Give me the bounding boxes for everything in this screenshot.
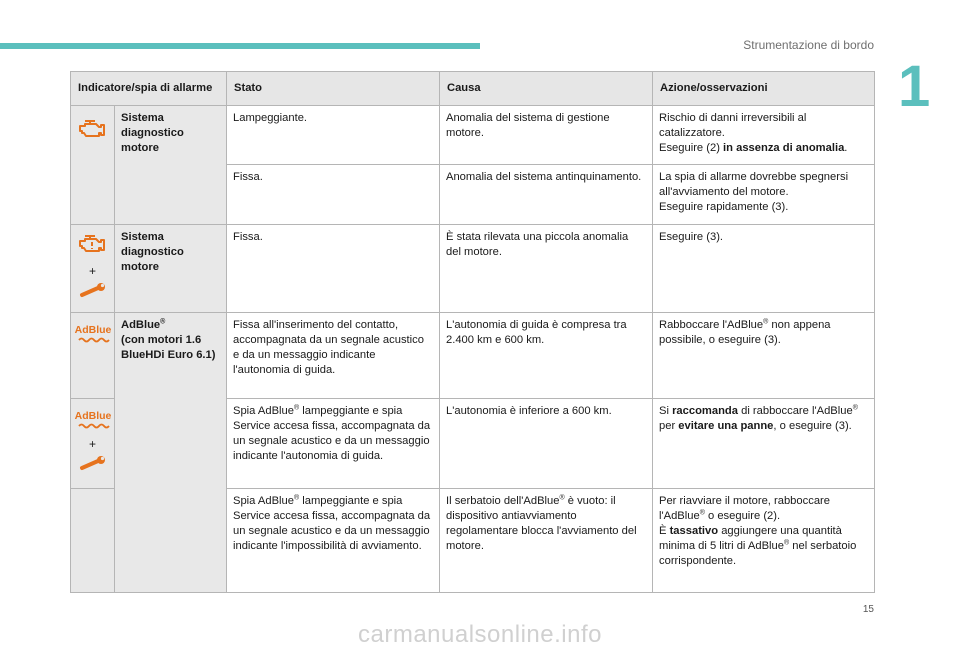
action-text-bold: evitare una panne — [678, 420, 774, 432]
state-cell — [227, 399, 440, 489]
warning-lights-table — [70, 71, 875, 593]
cause-cell: L'autonomia di guida è compresa tra 2.400 km e 600 km. — [440, 313, 653, 399]
adblue-icon — [74, 407, 112, 433]
action-text: La spia di allarme dovrebbe spegnersi all'avviamento del motore. — [659, 171, 849, 198]
column-header-cause: Causa — [440, 72, 653, 106]
system-label — [115, 313, 227, 593]
table-row — [71, 313, 875, 399]
cause-cell: L'autonomia è inferiore a 600 km. — [440, 399, 653, 489]
action-text-part: Si — [659, 405, 673, 417]
action-text-part: di rabboccare l'AdBlue — [737, 405, 853, 417]
plus-sign: + — [88, 437, 96, 451]
action-text-part: . — [844, 142, 848, 154]
adblue-icon-cell — [71, 313, 115, 399]
action-text: Rischio di danni irreversibili al catalizzatore. — [659, 112, 807, 139]
chapter-number: 1 — [898, 54, 931, 119]
table-row — [71, 106, 875, 165]
action-cell — [653, 313, 875, 399]
adblue-icon — [74, 321, 112, 347]
cause-cell — [440, 489, 653, 593]
registered-mark: ® — [293, 404, 300, 412]
action-text — [659, 524, 868, 569]
action-text-part: Per riavviare il motore, rabboccare l'AdBlue — [659, 495, 830, 522]
table-row — [71, 225, 875, 313]
registered-mark: ® — [852, 404, 858, 412]
watermark: carmanualsonline.info — [358, 621, 602, 648]
wrench-icon — [78, 283, 108, 299]
state-cell: Fissa. — [227, 165, 440, 225]
action-text-part: Rabboccare l'AdBlue — [659, 319, 764, 331]
action-text-bold: in assenza di anomalia — [723, 142, 845, 154]
action-text-part: per — [659, 420, 679, 432]
state-cell: Fissa. — [227, 225, 440, 313]
state-cell: Lampeggiante. — [227, 106, 440, 165]
system-label-part: AdBlue — [121, 319, 161, 331]
state-text-part: Spia AdBlue — [233, 495, 294, 507]
cause-text-part: Il serbatoio dell'AdBlue — [446, 495, 560, 507]
engine-icon-cell — [71, 106, 115, 225]
adblue-icon-text: AdBlue — [74, 410, 111, 422]
registered-mark: ® — [783, 539, 790, 547]
action-text-part: , o eseguire (3). — [773, 420, 852, 432]
empty-icon-cell — [71, 489, 115, 593]
cause-text-part: è vuoto: il dispositivo antiavviamento regolamentare blocca l'avviamento del motore. — [446, 495, 637, 552]
action-text-bold: tassativo — [669, 525, 719, 537]
action-text — [659, 494, 868, 524]
action-text-part: o eseguire (2). — [704, 510, 781, 522]
page-number: 15 — [862, 604, 874, 615]
registered-mark: ® — [559, 494, 565, 502]
table-header-row — [71, 72, 875, 106]
action-cell — [653, 399, 875, 489]
action-text-part: aggiungere una quantità minima di 5 litri di AdBlue — [659, 525, 842, 552]
wrench-icon — [78, 456, 108, 472]
action-text-bold: raccomanda — [672, 405, 738, 417]
registered-mark: ® — [699, 509, 705, 517]
state-text-part: lampeggiante e spia Service accesa fissa, accompagnata da un segnale acustico e da un messaggio indicante l'autonomia di guida. — [233, 405, 431, 462]
action-text-part: non appena possibile, o eseguire (3). — [659, 319, 831, 346]
state-cell: Fissa all'inserimento del contatto, accompagnata da un segnale acustico e da un messaggio indicante l'autonomia di guida. — [227, 313, 440, 399]
registered-mark: ® — [293, 494, 300, 502]
system-label: Sistema diagnostico motore — [115, 106, 227, 225]
action-cell: Eseguire (3). — [653, 225, 875, 313]
action-text — [659, 141, 868, 156]
state-text-part: lampeggiante e spia Service accesa fissa, accompagnata da un segnale acustico e da un messaggio indicante l'impossibilità di avviamento. — [233, 495, 431, 552]
engine-warning-icon — [78, 233, 108, 255]
state-cell — [227, 489, 440, 593]
state-text-part: Spia AdBlue — [233, 405, 294, 417]
chapter-title: Strumentazione di bordo — [743, 38, 874, 52]
cause-cell: È stata rilevata una piccola anomalia del motore. — [440, 225, 653, 313]
action-cell — [653, 165, 875, 225]
registered-mark: ® — [160, 318, 166, 326]
column-header-indicator: Indicatore/spia di allarme — [71, 72, 227, 106]
plus-sign: + — [88, 264, 96, 278]
cause-cell: Anomalia del sistema di gestione motore. — [440, 106, 653, 165]
engine-check-icon — [78, 118, 108, 140]
engine-service-icon-cell — [71, 225, 115, 313]
action-text-part: È — [659, 525, 670, 537]
system-label: Sistema diagnostico motore — [115, 225, 227, 313]
adblue-service-icon-cell — [71, 399, 115, 489]
column-header-action: Azione/osservazioni — [653, 72, 875, 106]
registered-mark: ® — [763, 318, 769, 326]
action-cell — [653, 489, 875, 593]
column-header-state: Stato — [227, 72, 440, 106]
action-cell — [653, 106, 875, 165]
system-label-part: (con motori 1.6 BlueHDi Euro 6.1) — [121, 334, 216, 361]
action-text-part: nel serbatoio corrispondente. — [659, 540, 857, 567]
cause-cell: Anomalia del sistema antinquinamento. — [440, 165, 653, 225]
adblue-icon-text: AdBlue — [74, 324, 111, 336]
action-text-part: Eseguire (2) — [659, 142, 724, 154]
header-accent-bar — [0, 43, 480, 49]
action-text: Eseguire rapidamente (3). — [659, 201, 789, 213]
